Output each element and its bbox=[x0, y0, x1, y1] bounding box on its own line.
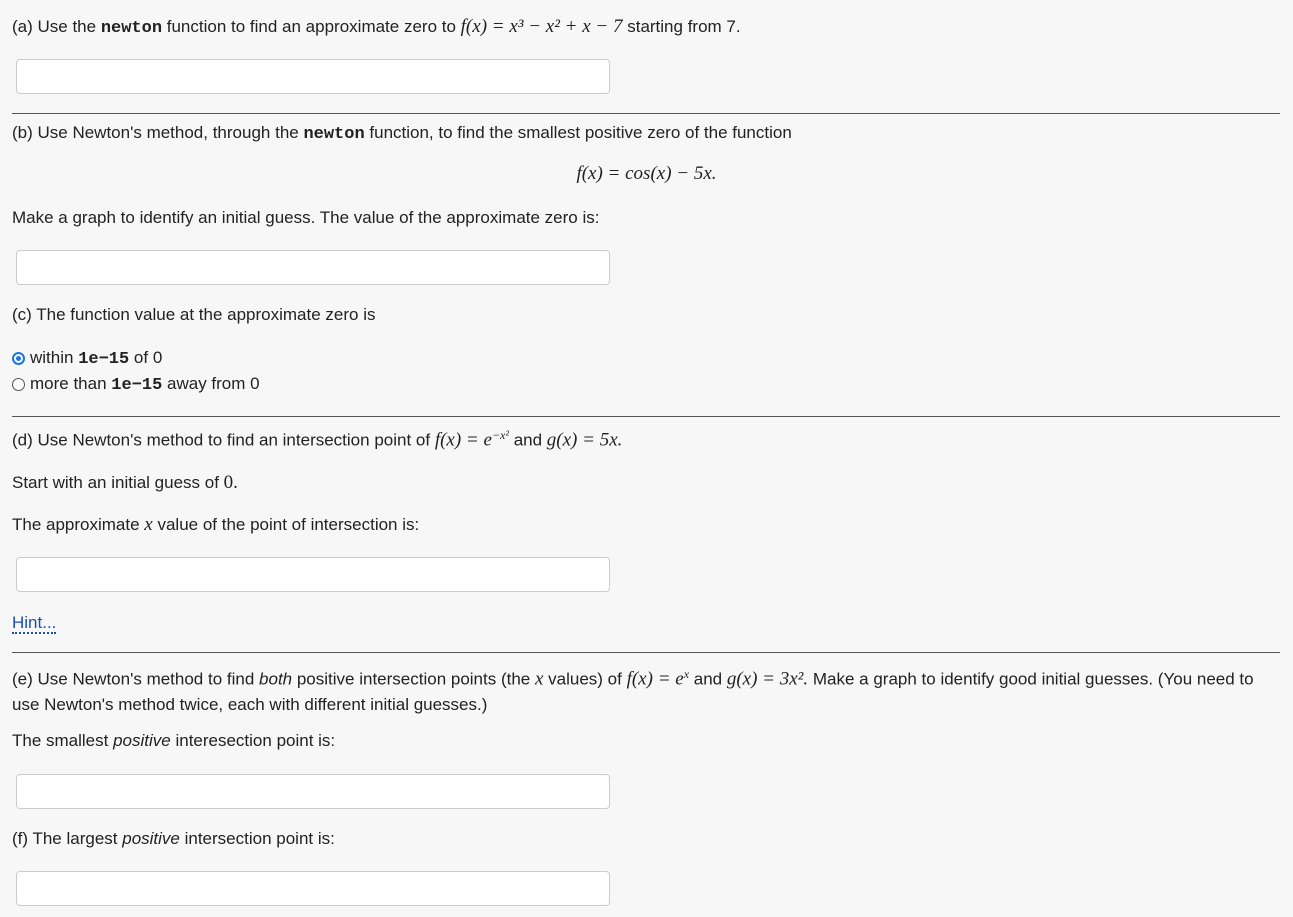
radio-checked-icon[interactable] bbox=[12, 352, 25, 365]
hint-row bbox=[12, 613, 56, 633]
text: (d) Use Newton's method to find an intersection point of bbox=[12, 430, 435, 450]
text: starting from bbox=[622, 17, 727, 36]
exponent: −x² bbox=[491, 428, 509, 442]
exponent: x bbox=[683, 667, 690, 681]
text: (f) The largest bbox=[12, 829, 123, 848]
text: (e) Use Newton's method to find bbox=[12, 669, 260, 689]
radio-unchecked-icon[interactable] bbox=[12, 378, 25, 391]
text: intersection point is: bbox=[179, 829, 335, 848]
part-b-instruction: Make a graph to identify an initial guess. The value of the approximate zero is: bbox=[12, 208, 600, 227]
formula-f: f(x) = e bbox=[434, 429, 492, 451]
text: function, to find the smallest positive zero of the function bbox=[364, 123, 792, 142]
emphasis: positive bbox=[113, 731, 171, 750]
formula-a: f(x) = x³ − x² + x − 7 bbox=[460, 16, 623, 37]
radio-option-more-than[interactable] bbox=[12, 374, 260, 395]
text: within bbox=[30, 348, 79, 367]
start-value: 7 bbox=[726, 17, 736, 36]
text: and bbox=[689, 669, 727, 689]
text: The approximate bbox=[12, 515, 145, 534]
text: interesection point is: bbox=[170, 731, 336, 750]
divider bbox=[12, 416, 1280, 417]
text: (a) Use the bbox=[12, 17, 101, 36]
formula-g: g(x) = 5x. bbox=[546, 429, 623, 451]
answer-input-d[interactable] bbox=[16, 557, 610, 592]
emphasis: both bbox=[259, 669, 293, 689]
part-e-prompt bbox=[12, 662, 1282, 717]
code-newton: newton bbox=[303, 125, 365, 144]
text: 0 bbox=[250, 374, 260, 393]
text: (b) Use Newton's method, through the bbox=[12, 123, 304, 142]
text: function to find an approximate zero to bbox=[162, 17, 461, 36]
text: value of the point of intersection is: bbox=[152, 515, 420, 534]
code-newton: newton bbox=[100, 19, 163, 38]
part-d-approx bbox=[12, 514, 419, 536]
divider bbox=[12, 113, 1280, 114]
formula-f: f(x) = e bbox=[626, 668, 684, 690]
text: Start with an initial guess of bbox=[12, 473, 224, 492]
part-a-prompt bbox=[12, 16, 741, 38]
radio-option-within[interactable] bbox=[12, 348, 162, 369]
text: The smallest bbox=[12, 731, 114, 750]
part-b-prompt bbox=[12, 123, 792, 144]
var-x: x bbox=[144, 514, 153, 535]
part-d-prompt bbox=[12, 428, 622, 452]
part-e-small bbox=[12, 731, 335, 751]
part-f-prompt bbox=[12, 829, 335, 849]
answer-input-f[interactable] bbox=[16, 871, 610, 906]
formula-g: g(x) = 3x². bbox=[726, 668, 809, 690]
text: away from bbox=[162, 374, 251, 393]
formula-b-text: f(x) = cos(x) − 5x. bbox=[576, 163, 717, 184]
text: values) of bbox=[543, 669, 627, 689]
text: more than bbox=[30, 374, 112, 393]
text: Make a graph to identify good initial guesses. (You need to use Newton's method twice, each with different initial guesses.) bbox=[12, 669, 1254, 714]
emphasis: positive bbox=[122, 829, 180, 848]
code: 1e−15 bbox=[111, 376, 163, 395]
text: . bbox=[735, 17, 741, 36]
text: positive intersection points (the bbox=[292, 669, 535, 689]
hint-link[interactable]: Hint... bbox=[12, 613, 57, 632]
part-d-start bbox=[12, 472, 238, 494]
answer-input-b[interactable] bbox=[16, 250, 610, 285]
answer-input-a[interactable] bbox=[16, 59, 610, 94]
text: of bbox=[129, 348, 153, 367]
text: 0 bbox=[152, 348, 163, 367]
part-c-prompt: (c) The function value at the approximate zero is bbox=[12, 305, 376, 324]
formula-b bbox=[0, 163, 1293, 185]
text: and bbox=[508, 430, 547, 450]
var-x: x bbox=[534, 668, 544, 690]
start-value: 0. bbox=[223, 472, 238, 493]
code: 1e−15 bbox=[78, 350, 130, 369]
divider bbox=[12, 652, 1280, 653]
answer-input-e[interactable] bbox=[16, 774, 610, 809]
